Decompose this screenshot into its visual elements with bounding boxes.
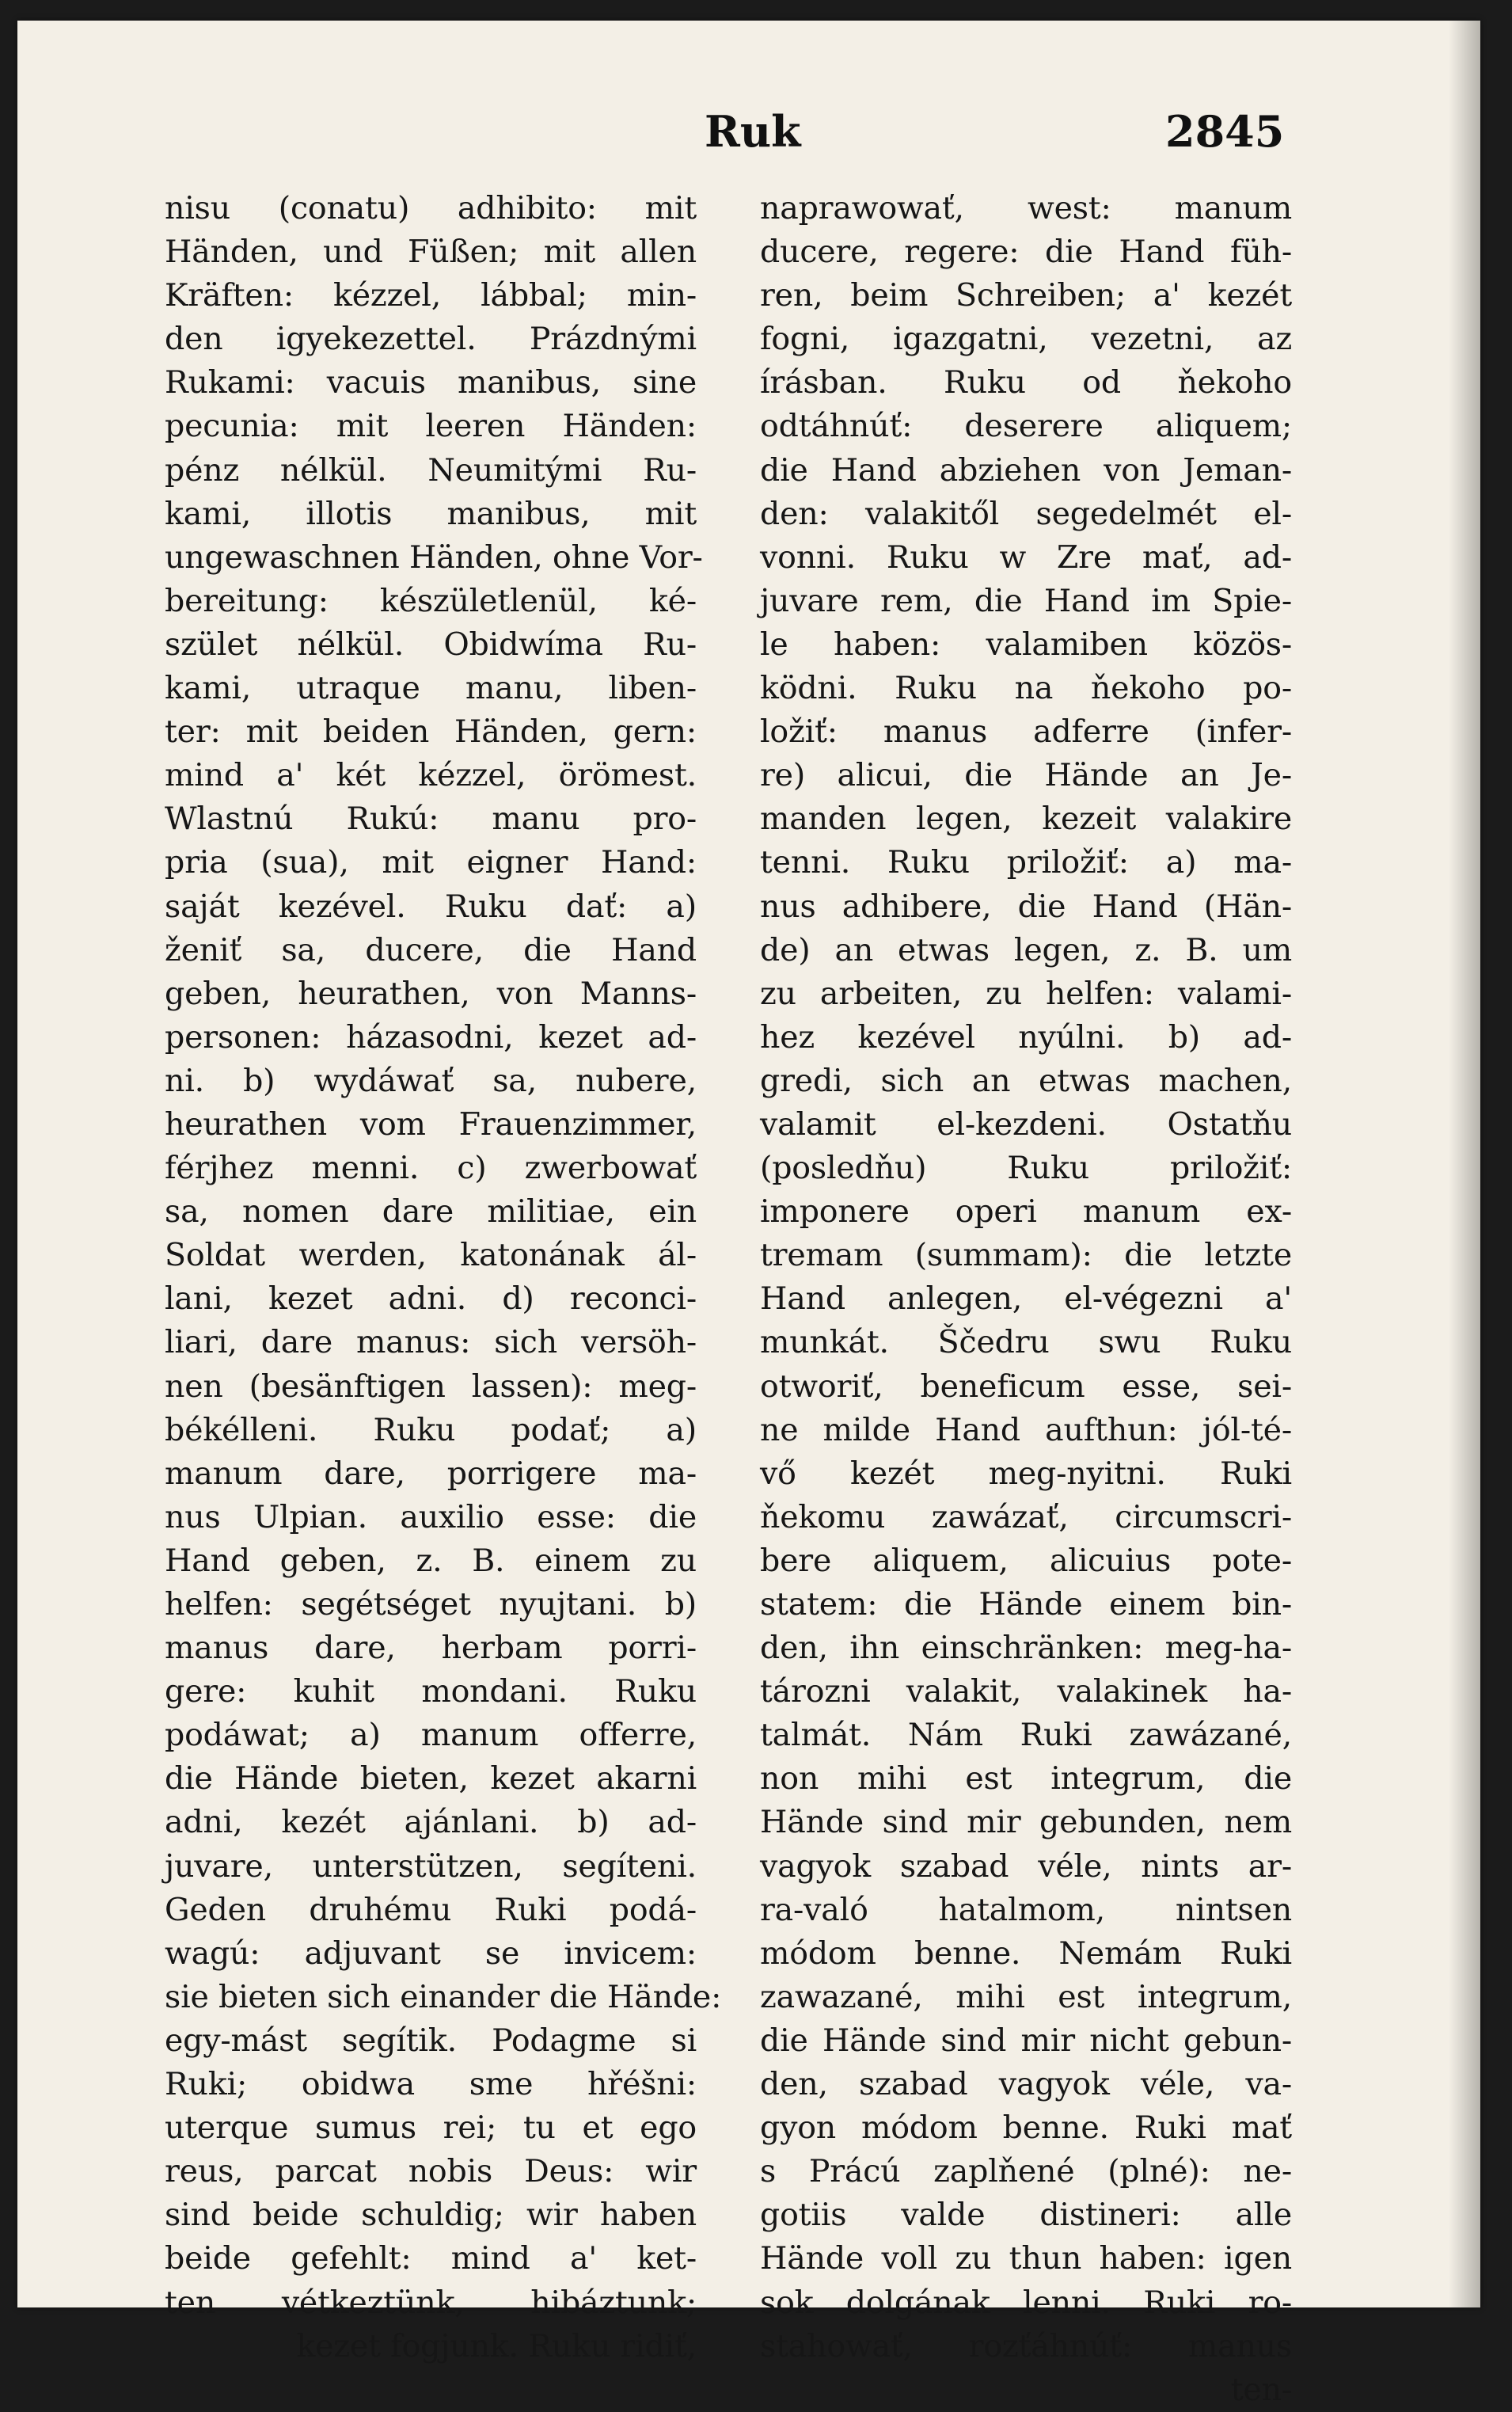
text-line: die Hände bieten, kezet akarni [165, 1760, 697, 1798]
text-line: ženiť sa, ducere, die Hand [165, 931, 697, 968]
text-line: ne milde Hand aufthun: jól-té- [760, 1411, 1292, 1448]
text-line: Hand anlegen, el-végezni a' [760, 1280, 1292, 1318]
text-line: pénz nélkül. Neumitými Ru- [165, 451, 697, 489]
text-line: adni, kezét ajánlani. b) ad- [165, 1804, 697, 1841]
text-line: nisu (conatu) adhibito: mit [165, 190, 697, 226]
text-line: tározni valakit, valakinek ha- [760, 1673, 1292, 1710]
text-line: Ruki; obidwa sme hřéšni: [165, 2066, 697, 2103]
text-line: tenni. Ruku priložiť: a) ma- [760, 844, 1292, 881]
text-line: munkát. Ščedru swu Ruku [760, 1324, 1292, 1361]
text-line: Hände voll zu thun haben: igen [760, 2240, 1292, 2277]
text-line: kami, utraque manu, liben- [165, 670, 697, 707]
text-line: den igyekezettel. Prázdnými [165, 321, 697, 358]
text-line: manum dare, porrigere ma- [165, 1455, 697, 1492]
text-line: lani, kezet adni. d) reconci- [165, 1280, 697, 1318]
text-line: zawazané, mihi est integrum, [760, 1978, 1292, 2015]
text-line: pecunia: mit leeren Händen: [165, 408, 697, 445]
text-line: bere aliquem, alicuius pote- [760, 1542, 1292, 1579]
text-line: den, ihn einschränken: meg-ha- [760, 1630, 1292, 1667]
text-line: sind beide schuldig; wir haben [165, 2197, 697, 2234]
text-line: ungewaschnen Händen, ohne Vor- [165, 538, 703, 576]
text-line: fogni, igazgatni, vezetni, az [760, 321, 1292, 358]
text-line: pria (sua), mit eigner Hand: [165, 844, 697, 881]
text-line: den: valakitől segedelmét el- [760, 495, 1292, 532]
text-line: saját kezével. Ruku dať: a) [165, 888, 697, 925]
text-line: naprawowať, west: manum [760, 190, 1292, 226]
text-line: sie bieten sich einander die Hände: [165, 1978, 722, 2015]
text-line: ten vétkeztünk, hibáztunk; [165, 2284, 697, 2321]
text-line: ter: mit beiden Händen, gern: [165, 713, 697, 751]
text-line: stahowať, rozťáhnúť: manus [760, 2327, 1292, 2364]
text-line: juvare, unterstützen, segíteni. [165, 1847, 697, 1885]
text-line: wagú: adjuvant se invicem: [165, 1935, 697, 1972]
text-line: ducere, regere: die Hand füh- [760, 234, 1292, 271]
text-line: Rukami: vacuis manibus, sine [165, 364, 697, 401]
text-line: szület nélkül. Obidwíma Ru- [165, 626, 697, 663]
text-line: Händen, und Füßen; mit allen [165, 234, 697, 271]
text-line: írásban. Ruku od ňekoho [760, 364, 1292, 401]
text-line: ren, beim Schreiben; a' kezét [760, 277, 1292, 314]
dictionary-page [17, 21, 1480, 2408]
text-line: de) an etwas legen, z. B. um [760, 931, 1292, 968]
text-line: otworiť, beneficum esse, sei- [760, 1368, 1292, 1405]
text-line: liari, dare manus: sich versöh- [165, 1324, 697, 1361]
left-text-column [165, 187, 722, 2368]
text-line: békélleni. Ruku podať; a) [165, 1411, 697, 1448]
text-line: férjhez menni. c) zwerbowať [165, 1150, 697, 1187]
text-line: mind a' két kézzel, örömest. [165, 757, 697, 794]
text-line: nen (besänftigen lassen): meg- [165, 1368, 697, 1405]
page-edge-shadow [1449, 21, 1480, 2307]
text-line: Wlastnú Rukú: manu pro- [165, 801, 697, 838]
text-line: valamit el-kezdeni. Ostatňu [760, 1105, 1292, 1143]
text-line: sok dolgának lenni. Ruki ro- [760, 2284, 1292, 2321]
text-line: helfen: segétséget nyujtani. b) [165, 1586, 697, 1623]
text-line: statem: die Hände einem bin- [760, 1586, 1292, 1623]
text-line: s Prácú zaplňené (plné): ne- [760, 2153, 1292, 2190]
text-line: vagyok szabad véle, nints ar- [760, 1847, 1292, 1885]
text-line: ložiť: manus adferre (infer- [760, 713, 1292, 751]
text-line: beide gefehlt: mind a' ket- [165, 2240, 697, 2277]
right-text-column [760, 187, 1292, 2412]
text-line: gotiis valde distineri: alle [760, 2197, 1292, 2234]
text-line: heurathen vom Frauenzimmer, [165, 1105, 697, 1143]
text-line: le haben: valamiben közös- [760, 626, 1292, 663]
text-line: geben, heurathen, von Manns- [165, 975, 697, 1012]
text-line: hez kezével nyúlni. b) ad- [760, 1018, 1292, 1056]
text-line: den, szabad vagyok véle, va- [760, 2066, 1292, 2103]
text-line: vonni. Ruku w Zre mať, ad- [760, 538, 1292, 576]
text-line: nus adhibere, die Hand (Hän- [760, 888, 1292, 925]
text-line: kami, illotis manibus, mit [165, 495, 697, 532]
text-line: bereitung: készületlenül, ké- [165, 582, 697, 619]
text-line: Hände sind mir gebunden, nem [760, 1804, 1292, 1841]
text-line: re) alicui, die Hände an Je- [760, 757, 1292, 794]
text-line: sa, nomen dare militiae, ein [165, 1193, 697, 1231]
text-line: ra-való hatalmom, nintsen [760, 1891, 1292, 1928]
text-line: zu arbeiten, zu helfen: valami- [760, 975, 1292, 1012]
text-line: juvare rem, die Hand im Spie- [760, 582, 1292, 619]
text-line: odtáhnúť: deserere aliquem; [760, 408, 1292, 445]
text-line: reus, parcat nobis Deus: wir [165, 2153, 697, 2190]
text-line: ňekomu zawázať, circumscri- [760, 1498, 1292, 1535]
text-line: egy-mást segítik. Podagme si [165, 2022, 697, 2059]
text-line: personen: házasodni, kezet ad- [165, 1018, 697, 1056]
text-line: Kräften: kézzel, lábbal; min- [165, 277, 697, 314]
text-line: tremam (summam): die letzte [760, 1237, 1292, 1274]
text-line: uterque sumus rei; tu et ego [165, 2110, 697, 2147]
running-head-word: Ruk [705, 106, 801, 157]
text-line: gyon módom benne. Ruki mať [760, 2110, 1292, 2147]
text-line: ni. b) wydáwať sa, nubere, [165, 1062, 697, 1099]
text-line: kezet fogjunk. Ruku ridiť, [296, 2327, 697, 2364]
text-line: non mihi est integrum, die [760, 1760, 1292, 1798]
text-line: die Hand abziehen von Jeman- [760, 451, 1292, 489]
text-line: talmát. Nám Ruki zawázané, [760, 1717, 1292, 1754]
text-line: gredi, sich an etwas machen, [760, 1062, 1292, 1099]
text-line: nus Ulpian. auxilio esse: die [165, 1498, 697, 1535]
text-line: ködni. Ruku na ňekoho po- [760, 670, 1292, 707]
text-line: módom benne. Nemám Ruki [760, 1935, 1292, 1972]
text-line: die Hände sind mir nicht gebun- [760, 2022, 1292, 2059]
text-line: manden legen, kezeit valakire [760, 801, 1292, 838]
text-line: manus dare, herbam porri- [165, 1630, 697, 1667]
text-line: Hand geben, z. B. einem zu [165, 1542, 697, 1579]
text-line: Geden druhému Ruki podá- [165, 1891, 697, 1928]
text-line: podáwat; a) manum offerre, [165, 1717, 697, 1754]
text-line: Soldat werden, katonának ál- [165, 1237, 697, 1274]
text-line: vő kezét meg-nyitni. Ruki [760, 1455, 1292, 1492]
text-line: gere: kuhit mondani. Ruku [165, 1673, 697, 1710]
text-line: imponere operi manum ex- [760, 1193, 1292, 1231]
text-line: ten- [1230, 2371, 1292, 2408]
page-number: 2845 [1165, 106, 1285, 157]
text-line: (posledňu) Ruku priložiť: [760, 1150, 1292, 1187]
